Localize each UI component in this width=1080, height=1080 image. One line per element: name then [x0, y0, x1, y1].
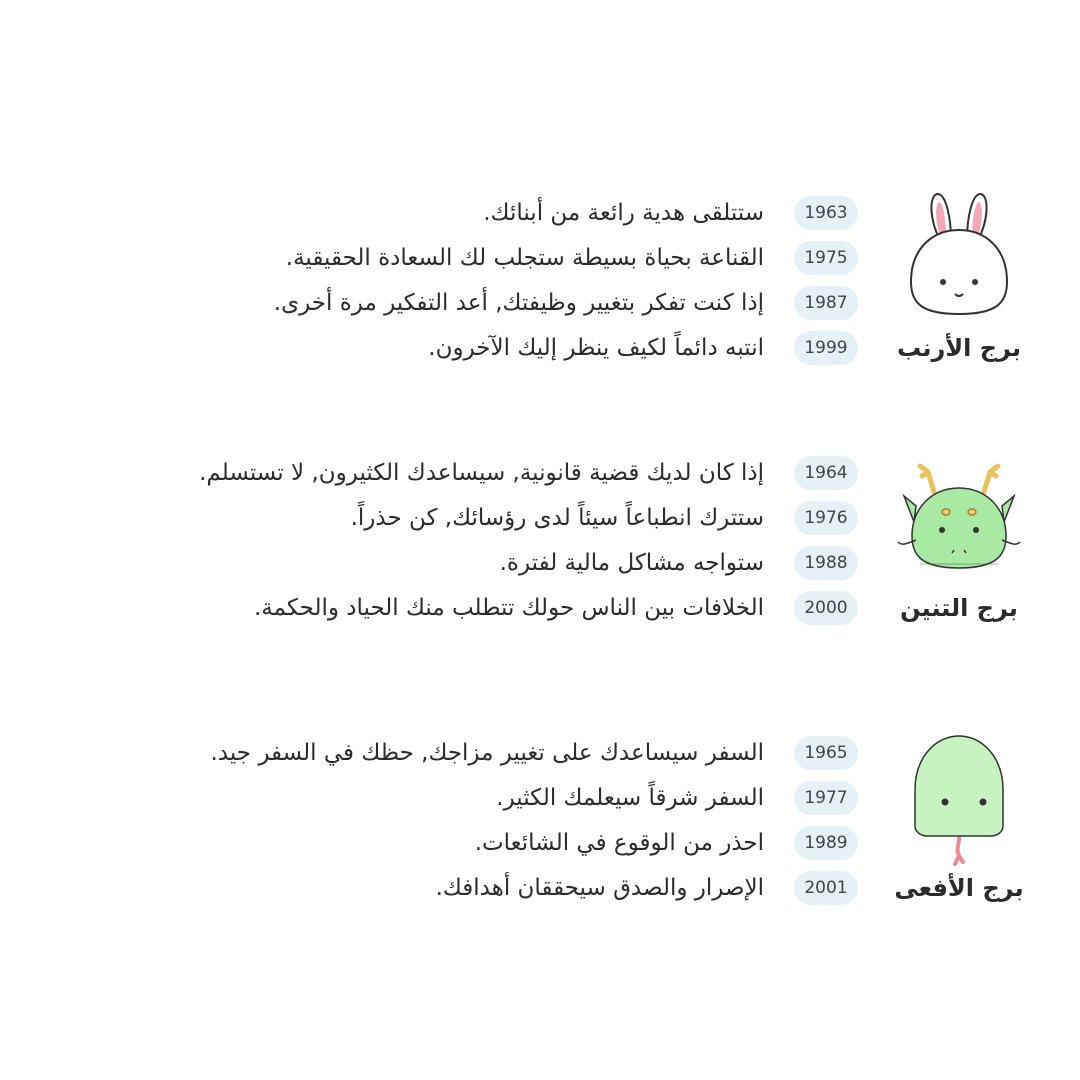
- rabbit-section: [0, 190, 1080, 410]
- year-badge: 1964: [794, 456, 858, 490]
- prediction-text: انتبه دائماً لكيف ينظر إليك الآخرون.: [428, 335, 764, 361]
- sign-title: برج التنين: [900, 594, 1018, 622]
- prediction-text: ستتلقى هدية رائعة من أبنائك.: [483, 200, 764, 226]
- list-item: [0, 283, 1080, 323]
- sign-title: برج الأفعى: [894, 874, 1024, 902]
- sign-title: برج الأرنب: [897, 334, 1021, 362]
- prediction-text: احذر من الوقوع في الشائعات.: [474, 830, 764, 856]
- list-item: [0, 733, 1080, 773]
- list-item: [0, 823, 1080, 863]
- prediction-text: إذا كان لديك قضية قانونية, سيساعدك الكثيرون, لا تستسلم.: [199, 460, 764, 486]
- year-badge: 1989: [794, 826, 858, 860]
- prediction-text: الخلافات بين الناس حولك تتطلب منك الحياد والحكمة.: [253, 595, 764, 621]
- list-item: [0, 868, 1080, 908]
- list-item: [0, 588, 1080, 628]
- year-badge: 1976: [794, 501, 858, 535]
- year-badge: 1988: [794, 546, 858, 580]
- prediction-text: السفر سيساعدك على تغيير مزاجك, حظك في السفر جيد.: [210, 740, 764, 766]
- prediction-text: الإصرار والصدق سيحققان أهدافك.: [435, 875, 764, 901]
- snake-section: [0, 730, 1080, 950]
- year-badge: 2001: [794, 871, 858, 905]
- year-badge: 1963: [794, 196, 858, 230]
- year-badge: 1965: [794, 736, 858, 770]
- prediction-text: القناعة بحياة بسيطة ستجلب لك السعادة الحقيقية.: [285, 245, 764, 271]
- list-item: [0, 238, 1080, 278]
- prediction-text: السفر شرقاً سيعلمك الكثير.: [496, 785, 764, 811]
- year-badge: 1999: [794, 331, 858, 365]
- prediction-text: ستترك انطباعاً سيئاً لدى رؤسائك, كن حذراً.: [350, 505, 764, 531]
- prediction-text: ستواجه مشاكل مالية لفترة.: [499, 550, 764, 576]
- list-item: [0, 453, 1080, 493]
- year-badge: 1975: [794, 241, 858, 275]
- dragon-section: [0, 450, 1080, 670]
- list-item: [0, 498, 1080, 538]
- list-item: [0, 778, 1080, 818]
- year-badge: 2000: [794, 591, 858, 625]
- list-item: [0, 193, 1080, 233]
- year-badge: 1987: [794, 286, 858, 320]
- prediction-text: إذا كنت تفكر بتغيير وظيفتك, أعد التفكير مرة أخرى.: [273, 290, 764, 316]
- list-item: [0, 328, 1080, 368]
- list-item: [0, 543, 1080, 583]
- year-badge: 1977: [794, 781, 858, 815]
